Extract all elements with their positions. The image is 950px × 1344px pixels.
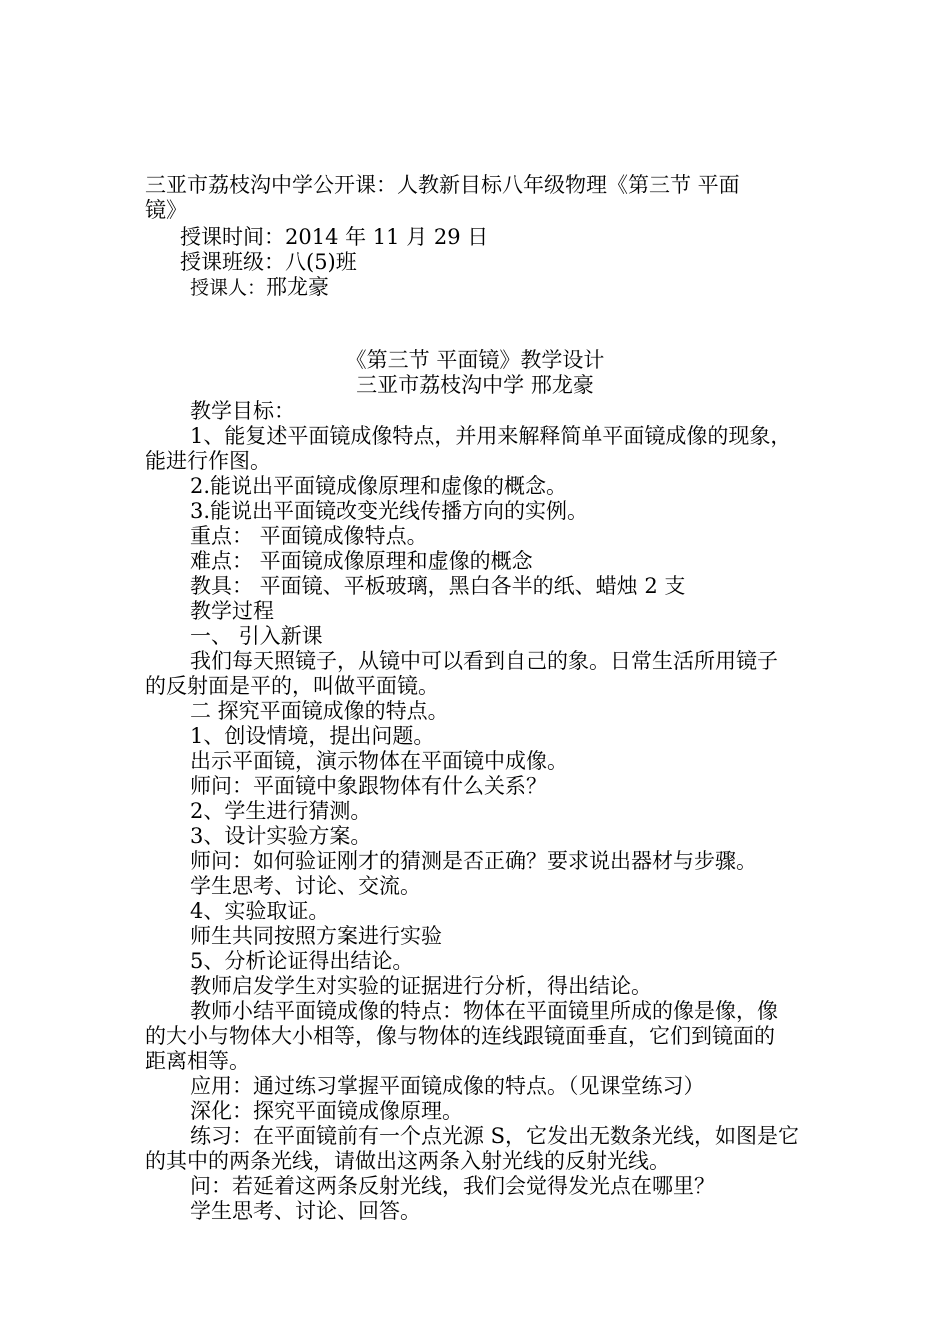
question-text: 问：若延着这两条反射光线，我们会觉得发光点在哪里？ [190, 1174, 715, 1198]
teacher-name: 邢龙豪 [266, 275, 330, 299]
application-text: 应用：通过练习掌握平面镜成像的特点。（见课堂练习） [190, 1074, 705, 1098]
lesson-time: 授课时间：2014 年 11 月 29 日 [180, 225, 489, 249]
objectives-heading: 教学目标： [190, 399, 295, 423]
objective-1-line-1: 1、能复述平面镜成像特点，并用来解释简单平面镜成像的现象， [190, 424, 792, 448]
exercise-line-2: 的其中的两条光线，请做出这两条入射光线的反射光线。 [145, 1149, 670, 1173]
teacher-question-2: 师问：如何验证刚才的猜测是否正确？要求说出器材与步骤。 [190, 849, 757, 873]
process-heading: 教学过程 [190, 599, 274, 623]
step-4: 4、实验取证。 [190, 899, 330, 923]
teaching-tools: 教具： 平面镜、平板玻璃，黑白各半的纸、蜡烛 2 支 [190, 574, 686, 598]
difficulty: 难点： 平面镜成像原理和虚像的概念 [190, 549, 533, 573]
step-2: 2、学生进行猜测。 [190, 799, 372, 823]
student-discussion-2: 学生思考、讨论、回答。 [190, 1199, 421, 1223]
objective-1-line-2: 能进行作图。 [145, 449, 271, 473]
step-1-text: 出示平面镜，演示物体在平面镜中成像。 [190, 749, 568, 773]
intro-line-1: 我们每天照镜子，从镜中可以看到自己的象。日常生活所用镜子 [190, 649, 778, 673]
student-discussion-1: 学生思考、讨论、交流。 [190, 874, 421, 898]
step-1: 1、创设情境，提出问题。 [190, 724, 435, 748]
summary-line-3: 距离相等。 [145, 1049, 250, 1073]
teacher-label: 授课人： [190, 277, 267, 299]
objective-3: 3.能说出平面镜改变光线传播方向的实例。 [190, 499, 589, 523]
summary-line-1: 教师小结平面镜成像的特点：物体在平面镜里所成的像是像，像 [190, 999, 778, 1023]
lesson-teacher [190, 275, 329, 301]
exercise-line-1: 练习：在平面镜前有一个点光源 S，它发出无数条光线，如图是它 [190, 1124, 800, 1148]
summary-line-2: 的大小与物体大小相等，像与物体的连线跟镜面垂直，它们到镜面的 [145, 1024, 775, 1048]
experiment-text: 师生共同按照方案进行实验 [190, 924, 442, 948]
deepen-text: 深化：探究平面镜成像原理。 [190, 1099, 463, 1123]
step-5: 5、分析论证得出结论。 [190, 949, 414, 973]
section-1-heading: 一、 引入新课 [190, 624, 323, 648]
intro-line-2: 的反射面是平的，叫做平面镜。 [145, 674, 439, 698]
step-3: 3、设计实验方案。 [190, 824, 372, 848]
page-title-line-2: 镜》 [145, 198, 187, 222]
objective-2: 2.能说出平面镜成像原理和虚像的概念。 [190, 474, 568, 498]
analysis-text: 教师启发学生对实验的证据进行分析，得出结论。 [190, 974, 652, 998]
page-title-line-1: 三亚市荔枝沟中学公开课：人教新目标八年级物理《第三节 平面 [145, 173, 740, 197]
design-title: 《第三节 平面镜》教学设计 [345, 348, 605, 372]
design-author: 三亚市荔枝沟中学 邢龙豪 [356, 373, 594, 397]
teacher-question-1: 师问：平面镜中象跟物体有什么关系？ [190, 774, 547, 798]
section-2-heading: 二 探究平面镜成像的特点。 [190, 699, 449, 723]
key-point: 重点： 平面镜成像特点。 [190, 524, 428, 548]
lesson-class: 授课班级：八(5)班 [180, 250, 357, 274]
